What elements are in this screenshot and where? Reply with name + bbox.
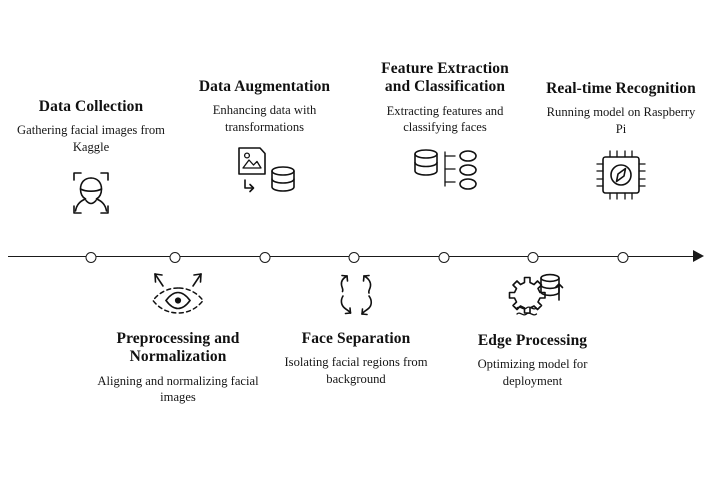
step-description: Gathering facial images from Kaggle: [17, 123, 165, 154]
step-description: Running model on Raspberry Pi: [546, 105, 696, 136]
step-description: Aligning and normalizing facial images: [97, 373, 259, 405]
eye-scan-icon: [135, 264, 221, 322]
timeline-node-6[interactable]: [528, 252, 539, 263]
step-data-augmentation[interactable]: [182, 78, 347, 200]
step-title: Data Collection: [38, 98, 144, 115]
step-title: Real-time Recognition: [546, 80, 696, 97]
step-title: Edge Processing: [477, 332, 588, 349]
step-real-time-recognition[interactable]: [546, 80, 696, 204]
person-portrait-icon: [60, 164, 122, 222]
step-title: Data Augmentation: [198, 78, 331, 95]
image-database-icon: [225, 144, 305, 200]
timeline-arrow-head: [693, 250, 704, 262]
step-description: Isolating facial regions from background: [284, 355, 428, 386]
database-nodes-icon: [407, 144, 483, 200]
face-outline-split-icon: [320, 270, 392, 322]
timeline-node-7[interactable]: [618, 252, 629, 263]
step-data-collection[interactable]: [10, 98, 172, 222]
step-title: Preprocessing and Normalization: [116, 330, 240, 366]
step-feature-extraction-classification[interactable]: [370, 60, 520, 200]
step-title: Face Separation: [301, 330, 411, 347]
step-description: Extracting features and classifying faces: [386, 103, 504, 135]
timeline-node-4[interactable]: [349, 252, 360, 263]
step-face-separation[interactable]: [281, 270, 431, 388]
gear-cloud-upload-icon: [497, 268, 569, 324]
timeline-node-2[interactable]: [170, 252, 181, 263]
timeline-node-3[interactable]: [260, 252, 271, 263]
timeline-node-5[interactable]: [439, 252, 450, 263]
microchip-icon: [590, 146, 652, 204]
step-description: Optimizing model for deployment: [477, 357, 588, 388]
step-edge-processing[interactable]: [459, 268, 606, 390]
step-preprocessing-normalization[interactable]: [88, 264, 268, 406]
step-title: Feature Extraction and Classification: [381, 60, 509, 96]
timeline-node-1[interactable]: [86, 252, 97, 263]
step-description: Enhancing data with transformations: [212, 103, 317, 134]
